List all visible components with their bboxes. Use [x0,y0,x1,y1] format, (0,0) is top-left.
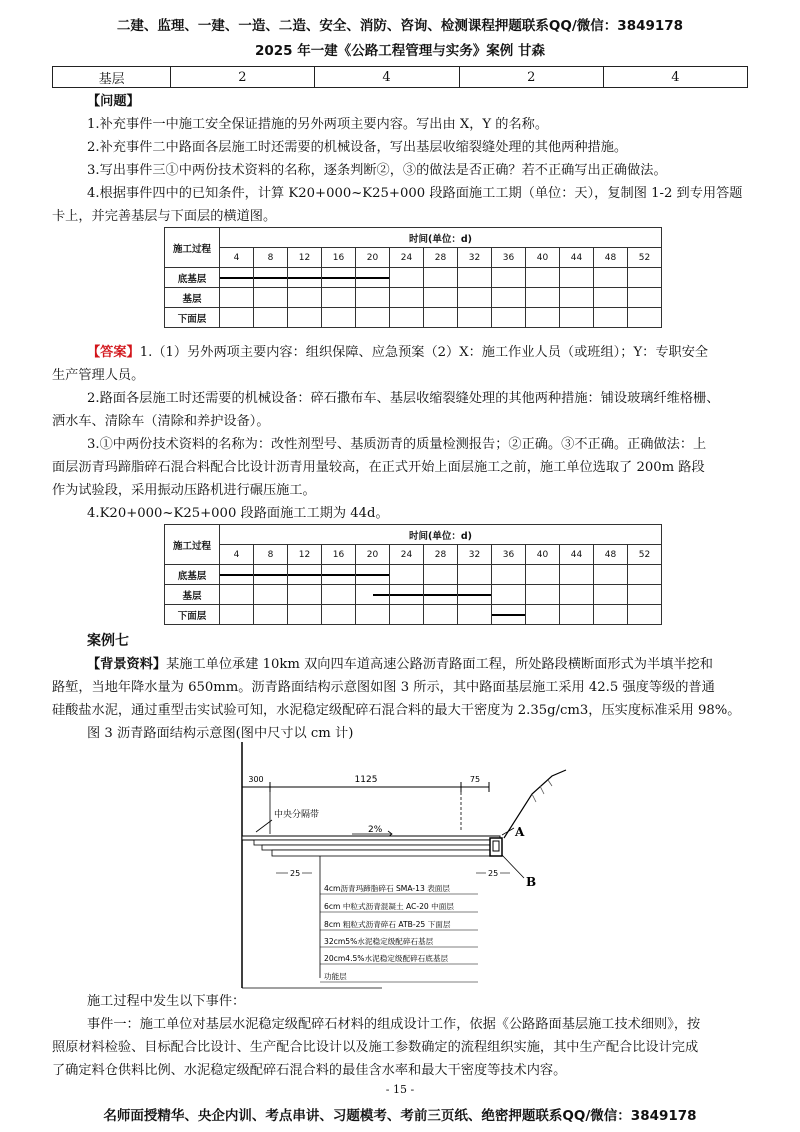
background-tag: 【背景资料】 [87,657,167,672]
dim-25-right: 25 [488,869,499,878]
event-1: 事件一：施工单位对基层水泥稳定级配碎石材料的组成设计工作，依据《公路路面基层施工技术细则》，按 [87,1017,701,1032]
tick-label: 24 [390,545,424,565]
gantt-row-label: 下面层 [165,308,220,328]
gantt-bar-subbase [288,574,321,576]
gantt-bar-subbase [254,277,287,279]
tick-label: 12 [288,545,322,565]
layer-label: 20cm4.5%水泥稳定级配碎石底基层 [324,954,449,963]
questions-heading: 【问题】 [87,94,140,109]
answer-1-continued: 生产管理人员。 [52,368,145,383]
dim-300-label: 300 [248,775,264,784]
gantt-bar-subbase [322,574,355,576]
event-1-continued: 了确定料仓供料比例、水泥稳定级配碎石混合料的最佳含水率和最大干密度等技术内容。 [52,1063,567,1078]
gantt-ticks-row [165,545,662,565]
tick-label: 44 [560,545,594,565]
footer-contact-line: 名师面授精华、央企内训、考点串讲、习题模考、考前三页纸、绝密押题联系QQ/微信：3849178 [103,1108,697,1124]
gantt-task-header: 施工过程 [165,525,220,565]
gantt-row-label: 基层 [165,288,220,308]
page-number: - 15 - [385,1083,415,1096]
answer-2-continued: 洒水车、清除车（清除和养护设备）。 [52,414,270,429]
tick-label: 48 [594,248,628,268]
gantt-chart-answer [164,524,662,625]
question-1: 1.补充事件一中施工安全保证措施的另外两项主要内容。写出由 X，Y 的名称。 [87,117,549,132]
gantt-row [165,268,662,288]
background-continued: 硅酸盐水泥，通过重型击实试验可知，水泥稳定级配碎石混合料的最大干密度为 2.35g/cm3，压实度标准采用 98%。 [52,703,741,718]
tick-label: 48 [594,545,628,565]
label-b: B [526,875,537,889]
tick-label: 4 [220,248,254,268]
gantt-bar-subbase [356,277,389,279]
tick-label: 20 [356,545,390,565]
answer-2: 2.路面各层施工时还需要的机械设备：碎石撒布车、基层收缩裂缝处理的其他两种措施：铺设玻璃纤维格栅、 [87,391,720,406]
table-cell: 4 [314,67,459,88]
gantt-row-label: 基层 [165,585,220,605]
pavement-structure-figure [232,742,572,990]
gantt-row-label: 底基层 [165,268,220,288]
dim-1125-label: 1125 [354,775,378,785]
header-contact-line: 二建、监理、一建、一造、二造、安全、消防、咨询、检测课程押题联系QQ/微信：3849178 [116,18,684,34]
tick-label: 8 [254,545,288,565]
table-cell: 基层 [53,67,171,88]
gantt-row-label: 下面层 [165,605,220,625]
background-para [87,653,749,676]
tick-label: 52 [628,248,662,268]
layer-label: 8cm 粗粒式沥青碎石 ATB-25 下面层 [324,920,451,929]
median-label: 中央分隔带 [274,810,320,820]
gantt-bar-subbase [220,277,253,279]
tick-label: 20 [356,248,390,268]
tick-label: 44 [560,248,594,268]
tick-label: 40 [526,248,560,268]
answer-4: 4.K20+000~K25+000 段路面施工工期为 44d。 [87,506,389,521]
tick-label: 36 [492,248,526,268]
dim-75-label: 75 [469,775,481,784]
question-3: 3.写出事件三①中两份技术资料的名称，逐条判断②，③的做法是否正确？若不正确写出正确做法。 [87,163,667,178]
question-4: 4.根据事件四中的已知条件，计算 K20+000~K25+000 段路面施工工期（单位：天），复制图 1-2 到专用答题 [87,186,743,201]
gantt-bar-lower-layer [492,614,525,616]
layer-label: 4cm沥青玛蹄脂碎石 SMA-13 表面层 [324,884,450,893]
gantt-bar-subbase [356,574,389,576]
gantt-bar-subbase [288,277,321,279]
gantt-bar-subbase [254,574,287,576]
label-a: A [515,825,525,839]
answer-3-continued: 面层沥青玛蹄脂碎石混合料配合比设计沥青用量较高，在正式开始上面层施工之前，施工单位选取了 200m 路段 [52,460,705,475]
answer-1-text: 1.（1）另外两项主要内容：组织保障、应急预案（2）X：施工作业人员（或班组）；Y：专职安全 [139,345,709,360]
answer-1 [87,341,749,364]
tick-label: 36 [492,545,526,565]
tick-label: 28 [424,545,458,565]
question-4-continued: 卡上，并完善基层与下面层的横道图。 [52,209,277,224]
gantt-row [165,308,662,328]
events-intro: 施工过程中发生以下事件： [87,994,246,1009]
tick-label: 32 [458,248,492,268]
gantt-ticks-row [165,248,662,268]
gantt-bar-base [458,594,491,596]
tick-label: 16 [322,545,356,565]
case-title: 案例七 [87,633,129,649]
gantt-bar-subbase [322,277,355,279]
table-cell: 2 [171,67,314,88]
gantt-time-header: 时间(单位：d) [220,228,662,248]
question-2: 2.补充事件二中路面各层施工时还需要的机械设备，写出基层收缩裂缝处理的其他两种措施。 [87,140,628,155]
tick-label: 12 [288,248,322,268]
tick-label: 4 [220,545,254,565]
answer-3: 3.①中两份技术资料的名称为：改性剂型号、基质沥青的质量检测报告；②正确。③不正确。正确做法：上 [87,437,707,452]
tick-label: 40 [526,545,560,565]
document-title: 2025 年一建《公路工程管理与实务》案例 甘森 [255,43,545,59]
background-continued: 路堑，当地年降水量为 650mm。沥青路面结构示意图如图 3 所示，其中路面基层施工采用 42.5 强度等级的普通 [52,680,715,695]
tick-label: 32 [458,545,492,565]
gantt-row [165,288,662,308]
table-cell: 4 [603,67,747,88]
gantt-bar-base [390,594,423,596]
gantt-row [165,585,662,605]
gantt-bar-subbase [220,574,253,576]
gantt-row [165,605,662,625]
table-cell: 2 [459,67,603,88]
gantt-time-header: 时间(单位：d) [220,525,662,545]
gantt-task-header: 施工过程 [165,228,220,268]
gantt-bar-base [424,594,457,596]
layer-label: 功能层 [324,972,347,981]
answer-tag: 【答案】 [87,345,140,360]
gantt-chart-question [164,227,662,328]
layer-label: 32cm5%水泥稳定级配碎石基层 [324,937,434,946]
tick-label: 16 [322,248,356,268]
background-text: 某施工单位承建 10km 双向四车道高速公路沥青路面工程，所处路段横断面形式为半填半挖和 [166,657,713,672]
layer-label: 6cm 中粒式沥青混凝土 AC-20 中面层 [324,902,454,911]
gantt-row [165,565,662,585]
slope-label: 2% [368,825,383,835]
figure-caption: 图 3 沥青路面结构示意图(图中尺寸以 cm 计) [87,726,354,741]
answer-3-continued: 作为试验段，采用振动压路机进行碾压施工。 [52,483,316,498]
event-1-continued: 照原材料检验、目标配合比设计、生产配合比设计以及施工参数确定的流程组织实施，其中生产配合比设计完成 [52,1040,699,1055]
tick-label: 24 [390,248,424,268]
gantt-bar-base [373,594,390,596]
dim-25-left: 25 [290,869,301,878]
tick-label: 52 [628,545,662,565]
tick-label: 8 [254,248,288,268]
tick-label: 28 [424,248,458,268]
gantt-row-label: 底基层 [165,565,220,585]
schedule-table-fragment [52,66,748,88]
